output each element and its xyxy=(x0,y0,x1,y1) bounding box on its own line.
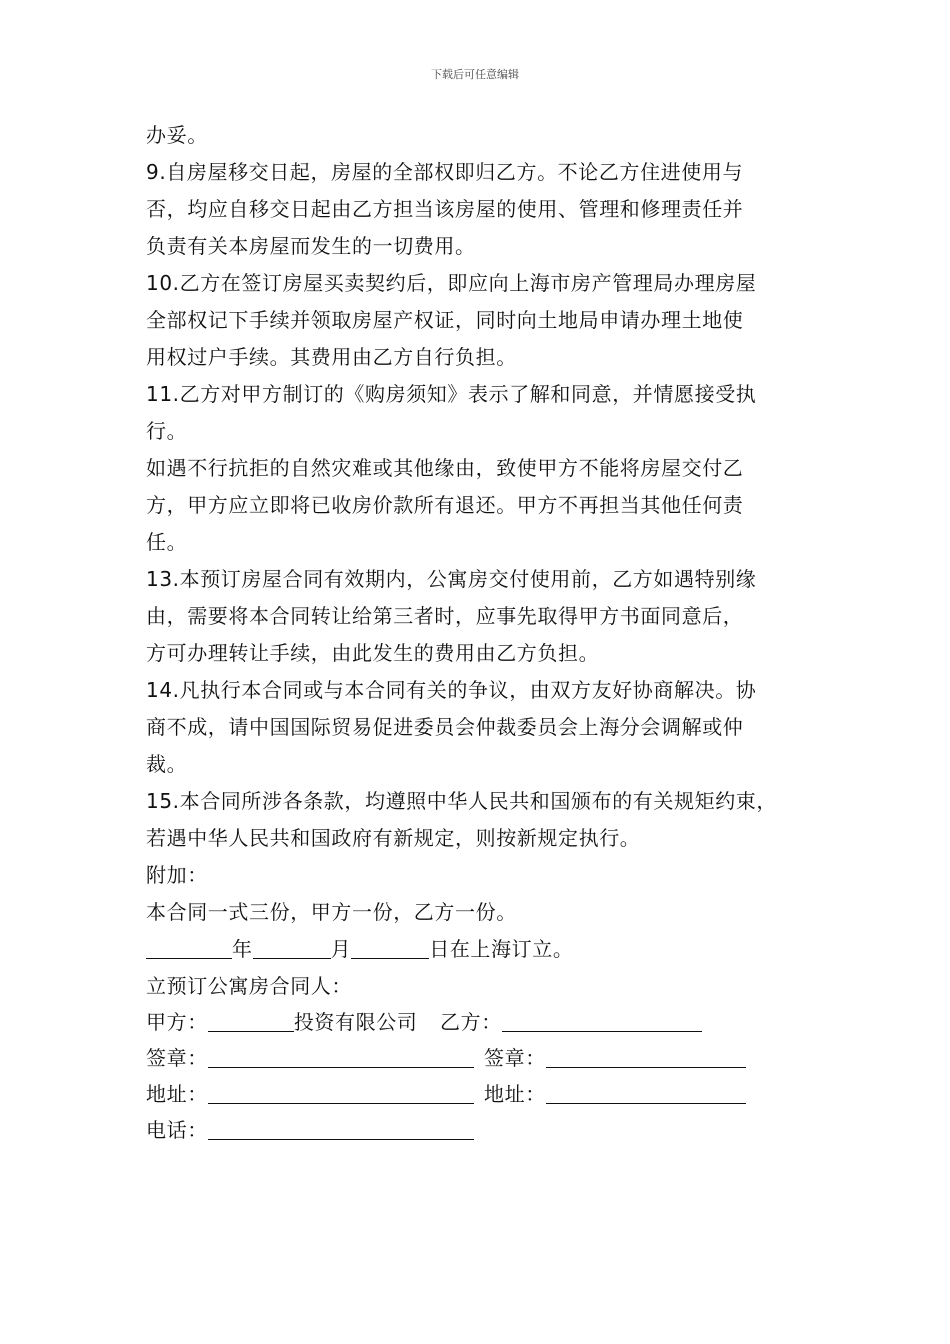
clause-15-line: 15.本合同所涉各条款，均遵照中华人民共和国颁布的有关规矩约束， xyxy=(146,789,778,813)
contract-body xyxy=(146,117,816,1148)
contract-line: 若遇中华人民共和国政府有新规定，则按新规定执行。 xyxy=(146,826,641,850)
contract-line: 用权过户手续。其费用由乙方自行负担。 xyxy=(146,345,517,369)
contract-line: 方，甲方应立即将已收房价款所有退还。甲方不再担当其他任何责 xyxy=(146,493,744,517)
phone-label: 电话： xyxy=(146,1118,208,1142)
day-place-label: 日在上海订立。 xyxy=(429,937,574,961)
contract-line: 行。 xyxy=(146,419,188,443)
contract-line: 任。 xyxy=(146,530,188,554)
address-line xyxy=(146,1076,816,1112)
year-label: 年 xyxy=(232,937,253,961)
party-b-sign-group xyxy=(484,1040,746,1076)
party-a-company: 投资有限公司 xyxy=(293,1010,418,1034)
signature-line xyxy=(146,1040,816,1076)
appendix-label: 附加： xyxy=(146,863,208,887)
signers-title: 立预订公寓房合同人： xyxy=(146,974,352,998)
contract-line: 全部权记下手续并领取房屋产权证，同时向土地局申请办理土地使 xyxy=(146,308,744,332)
party-b-group xyxy=(440,1004,702,1040)
party-b-address-label: 地址： xyxy=(484,1082,546,1106)
party-b-sign-blank[interactable] xyxy=(546,1046,746,1068)
party-a-label: 甲方： xyxy=(146,1010,208,1034)
clause-13-line: 13.本预订房屋合同有效期内，公寓房交付使用前，乙方如遇特别缘 xyxy=(146,567,757,591)
year-blank[interactable] xyxy=(146,937,232,959)
party-b-label: 乙方： xyxy=(440,1010,502,1034)
contract-line: 商不成，请中国国际贸易促进委员会仲裁委员会上海分会调解或仲 xyxy=(146,715,744,739)
clause-9-line: 9.自房屋移交日起，房屋的全部权即归乙方。不论乙方住进使用与 xyxy=(146,160,744,184)
clause-11-line: 11.乙方对甲方制订的《购房须知》表示了解和同意，并情愿接受执 xyxy=(146,382,757,406)
party-line xyxy=(146,1004,816,1040)
page-header: 下载后可任意编辑 xyxy=(431,68,519,81)
contract-line: 方可办理转让手续，由此发生的费用由乙方负担。 xyxy=(146,641,600,665)
contract-line: 否，均应自移交日起由乙方担当该房屋的使用、管理和修理责任并 xyxy=(146,197,744,221)
party-a-address-label: 地址： xyxy=(146,1082,208,1106)
date-line xyxy=(146,931,816,968)
party-b-address-group xyxy=(484,1076,746,1112)
copies-line: 本合同一式三份，甲方一份，乙方一份。 xyxy=(146,900,517,924)
phone-line xyxy=(146,1112,816,1148)
clause-10-line: 10.乙方在签订房屋买卖契约后，即应向上海市房产管理局办理房屋 xyxy=(146,271,757,295)
day-blank[interactable] xyxy=(351,937,429,959)
party-b-sign-label: 签章： xyxy=(484,1046,546,1070)
contract-line: 由，需要将本合同转让给第三者时，应事先取得甲方书面同意后， xyxy=(146,604,744,628)
contract-line: 负责有关本房屋而发生的一切费用。 xyxy=(146,234,476,258)
clause-14-line: 14.凡执行本合同或与本合同有关的争议，由双方友好协商解决。协 xyxy=(146,678,757,702)
month-blank[interactable] xyxy=(253,937,331,959)
contract-line: 裁。 xyxy=(146,752,188,776)
contract-line: 办妥。 xyxy=(146,123,208,147)
party-a-sign-label: 签章： xyxy=(146,1046,208,1070)
phone-blank[interactable] xyxy=(208,1118,474,1140)
party-a-name-blank[interactable] xyxy=(208,1010,294,1032)
party-b-address-blank[interactable] xyxy=(546,1082,746,1104)
party-b-name-blank[interactable] xyxy=(502,1010,702,1032)
month-label: 月 xyxy=(330,937,352,961)
force-majeure-line: 如遇不行抗拒的自然灾难或其他缘由，致使甲方不能将房屋交付乙 xyxy=(146,456,744,480)
party-a-address-blank[interactable] xyxy=(208,1082,474,1104)
party-a-sign-blank[interactable] xyxy=(208,1046,474,1068)
